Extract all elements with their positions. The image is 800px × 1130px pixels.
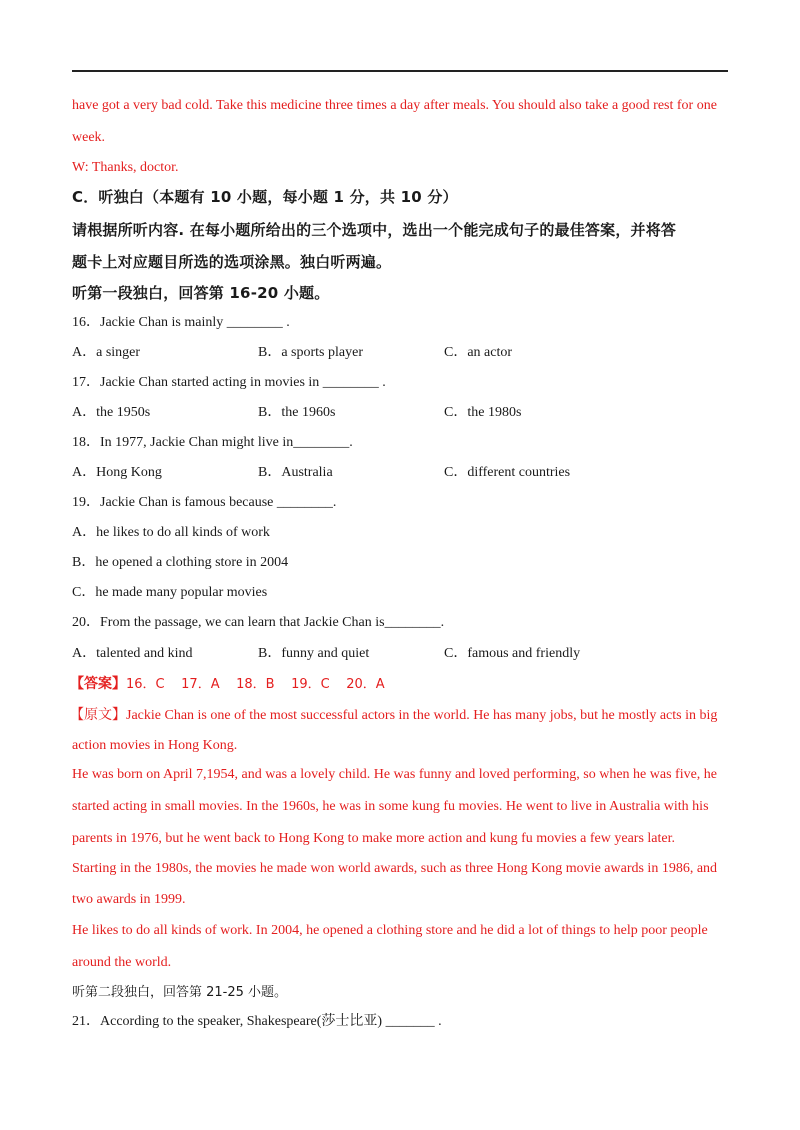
original-line: He was born on April 7,1954, and was a lovely child. He was funny and loved performing, so when he was five, he: [72, 767, 718, 782]
option-a: A．a singer: [72, 345, 141, 360]
question-stem: 16．Jackie Chan is mainly ________ .: [72, 315, 290, 330]
part-heading: 听第一段独白，回答第 16-20 小题。: [72, 284, 330, 302]
question-stem: 19．Jackie Chan is famous because ________.: [72, 495, 337, 510]
option-a: A．he likes to do all kinds of work: [72, 525, 270, 540]
original-line: started acting in small movies. In the 1960s, he was in some kung fu movies. He went to live in Australia with his: [72, 799, 709, 814]
option-c: C．different countries: [444, 465, 571, 480]
answer-label: 【答案】: [70, 676, 126, 692]
option-b: B．he opened a clothing store in 2004: [72, 555, 289, 570]
part-heading: 听第二段独白，回答第 21-25 小题。: [72, 985, 288, 1000]
dialogue-line: have got a very bad cold. Take this medicine three times a day after meals. You should also take a good rest for one: [72, 98, 717, 113]
header-rule: [72, 70, 728, 72]
option-c: C．an actor: [444, 345, 513, 360]
section-title: C．听独白（本题有 10 小题，每小题 1 分，共 10 分）: [72, 188, 458, 206]
original-text: Jackie Chan is one of the most successful actors in the world. He has many jobs, but he mostly acts in big: [126, 708, 718, 723]
option-b: B．funny and quiet: [258, 646, 370, 661]
section-instruction: 请根据所听内容. 在每小题所给出的三个选项中，选出一个能完成句子的最佳答案，并将答: [72, 221, 677, 239]
option-a: A．Hong Kong: [72, 465, 162, 480]
original-line: Starting in the 1980s, the movies he made won world awards, such as three Hong Kong movie awards in 1986, and: [72, 861, 718, 876]
dialogue-line: week.: [72, 130, 106, 145]
original-line: parents in 1976, but he went back to Hong Kong to make more action and kung fu movies a few years later.: [72, 831, 676, 846]
original-label: 【原文】: [70, 707, 126, 723]
question-stem: 17．Jackie Chan started acting in movies in ________ .: [72, 375, 386, 390]
section-instruction: 题卡上对应题目所选的选项涂黑。独白听两遍。: [72, 253, 392, 271]
option-c: C．famous and friendly: [444, 646, 581, 661]
question-stem: 21．According to the speaker, Shakespeare(莎士比亚) _______ .: [72, 1014, 442, 1029]
question-stem: 18．In 1977, Jackie Chan might live in________.: [72, 435, 353, 450]
original-line: He likes to do all kinds of work. In 2004, he opened a clothing store and he did a lot of things to help poor people: [72, 923, 708, 938]
original-line: action movies in Hong Kong.: [72, 738, 238, 753]
option-b: B．the 1960s: [258, 405, 336, 420]
dialogue-line: W: Thanks, doctor.: [72, 160, 179, 175]
answer-line: [70, 675, 385, 694]
option-a: A．the 1950s: [72, 405, 151, 420]
option-b: B．a sports player: [258, 345, 363, 360]
answer-text: 16．C 17．A 18．B 19．C 20．A: [126, 677, 385, 692]
option-b: B．Australia: [258, 465, 333, 480]
option-c: C．the 1980s: [444, 405, 522, 420]
original-line: [70, 706, 717, 725]
option-a: A．talented and kind: [72, 646, 193, 661]
question-stem: 20．From the passage, we can learn that Jackie Chan is________.: [72, 615, 445, 630]
original-line: around the world.: [72, 955, 172, 970]
original-line: two awards in 1999.: [72, 892, 186, 907]
option-c: C．he made many popular movies: [72, 585, 268, 600]
